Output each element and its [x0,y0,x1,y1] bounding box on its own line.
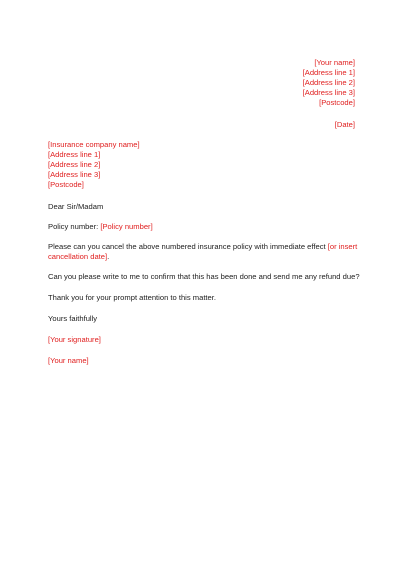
confirm-request-paragraph: Can you please write to me to confirm that this has been done and send me any refund due? [48,272,360,281]
closing-line: Yours faithfully [48,314,98,323]
policy-number-label: Policy number: [48,222,101,231]
date-block [335,120,355,130]
cancel-request-paragraph [48,242,363,262]
policy-number-line [48,222,363,232]
cancel-request-text: Please can you cancel the above numbered insurance policy with immediate effect [48,242,328,251]
sender-address-line-2: [Address line 2] [302,78,355,87]
recipient-address-block [48,140,140,190]
recipient-address-line-3: [Address line 3] [48,170,101,179]
sender-postcode: [Postcode] [319,98,355,107]
recipient-company-name: [Insurance company name] [48,140,140,149]
thanks-paragraph: Thank you for your prompt attention to this matter. [48,293,216,302]
sender-name: [Your name] [314,58,355,67]
recipient-postcode: [Postcode] [48,180,84,189]
policy-number-placeholder: [Policy number] [100,222,153,231]
cancellation-date-placeholder: [or insert cancellation date] [48,242,358,261]
sender-address-line-1: [Address line 1] [302,68,355,77]
letter-date: [Date] [334,120,355,129]
salutation: Dear Sir/Madam [48,202,104,211]
signer-name-placeholder: [Your name] [48,356,89,365]
recipient-address-line-1: [Address line 1] [48,150,101,159]
signature-placeholder: [Your signature] [48,335,101,344]
recipient-address-line-2: [Address line 2] [48,160,101,169]
letter-body [48,202,363,366]
sender-address-block [303,58,355,108]
sender-address-line-3: [Address line 3] [302,88,355,97]
cancel-request-end: . [107,252,110,261]
